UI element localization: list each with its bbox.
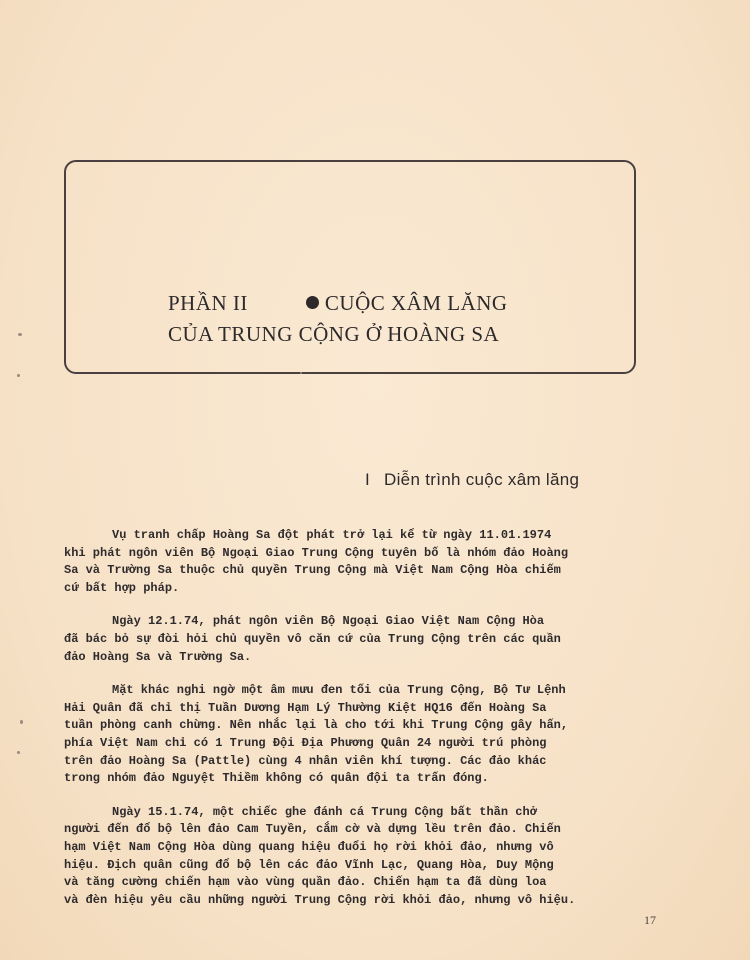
text-line: phía Việt Nam chỉ có 1 Trung Đội Địa Phương Quân 24 người trú phòng xyxy=(64,735,547,750)
section-title: Diễn trình cuộc xâm lăng xyxy=(384,470,580,489)
paragraph-2 xyxy=(64,613,644,666)
paragraph-3 xyxy=(64,682,644,788)
text-line: hạm Việt Nam Cộng Hòa dùng quang hiệu đuổi họ rời khỏi đảo, nhưng vô xyxy=(64,839,554,854)
text-line: cứ bất hợp pháp. xyxy=(64,580,180,595)
chapter-title-line1 xyxy=(168,291,508,316)
chapter-title-text1: CUỘC XÂM LĂNG xyxy=(324,291,508,315)
text-line: đảo Hoàng Sa và Trường Sa. xyxy=(64,649,252,664)
paper-speck xyxy=(18,333,22,336)
text-line: trong nhóm đảo Nguyệt Thiềm không có quân đội ta trấn đóng. xyxy=(64,771,489,786)
text-line: tuần phòng canh chừng. Nên nhắc lại là cho tới khi Trung Cộng gây hấn, xyxy=(64,718,569,733)
chapter-title-line2: CỦA TRUNG CỘNG Ở HOÀNG SA xyxy=(168,322,500,346)
bullet-icon xyxy=(306,296,319,309)
section-number: I xyxy=(365,470,371,489)
body-text xyxy=(64,527,644,925)
text-line: Sa và Trường Sa thuộc chủ quyền Trung Cộng mà Việt Nam Cộng Hòa chiếm xyxy=(64,563,561,578)
text-line: trên đảo Hoàng Sa (Pattle) cùng 4 nhân viên khí tượng. Các đảo khác xyxy=(64,753,547,768)
section-heading xyxy=(365,470,579,490)
text-line: khi phát ngôn viên Bộ Ngoại Giao Trung Cộng tuyên bố là nhóm đảo Hoàng xyxy=(64,545,569,560)
text-line: và tăng cường chiến hạm vào vùng quần đảo. Chiến hạm ta đã dùng loa xyxy=(64,875,547,890)
paper-speck xyxy=(17,374,20,377)
text-line: Ngày 12.1.74, phát ngôn viên Bộ Ngoại Giao Việt Nam Cộng Hòa xyxy=(112,614,545,629)
paragraph-4 xyxy=(64,804,644,910)
text-line: hiệu. Địch quân cũng đổ bộ lên các đảo Vĩnh Lạc, Quang Hòa, Duy Mộng xyxy=(64,857,554,872)
text-line: Hải Quân đã chỉ thị Tuần Dương Hạm Lý Thường Kiệt HQ16 đến Hoàng Sa xyxy=(64,700,547,715)
text-line: và đèn hiệu yêu cầu những người Trung Cộng rời khỏi đảo, nhưng vô hiệu. xyxy=(64,892,576,907)
text-line: Ngày 15.1.74, một chiếc ghe đánh cá Trung Cộng bất thần chở xyxy=(112,804,537,819)
paragraph-1 xyxy=(64,527,644,597)
paper-speck xyxy=(300,372,302,374)
text-line: Vụ tranh chấp Hoàng Sa đột phát trở lại kể từ ngày 11.01.1974 xyxy=(112,528,552,542)
paper-speck xyxy=(17,751,20,754)
part-label: PHẦN II xyxy=(168,291,248,315)
text-line: người đến đổ bộ lên đảo Cam Tuyền, cắm cờ và dựng lều trên đảo. Chiến xyxy=(64,822,561,837)
paper-speck xyxy=(20,720,23,724)
text-line: đã bác bỏ sự đòi hỏi chủ quyền vô căn cứ của Trung Cộng trên các quần xyxy=(64,631,561,646)
page-number: 17 xyxy=(644,913,656,927)
text-line: Mặt khác nghi ngờ một âm mưu đen tối của Trung Cộng, Bộ Tư Lệnh xyxy=(112,683,566,698)
